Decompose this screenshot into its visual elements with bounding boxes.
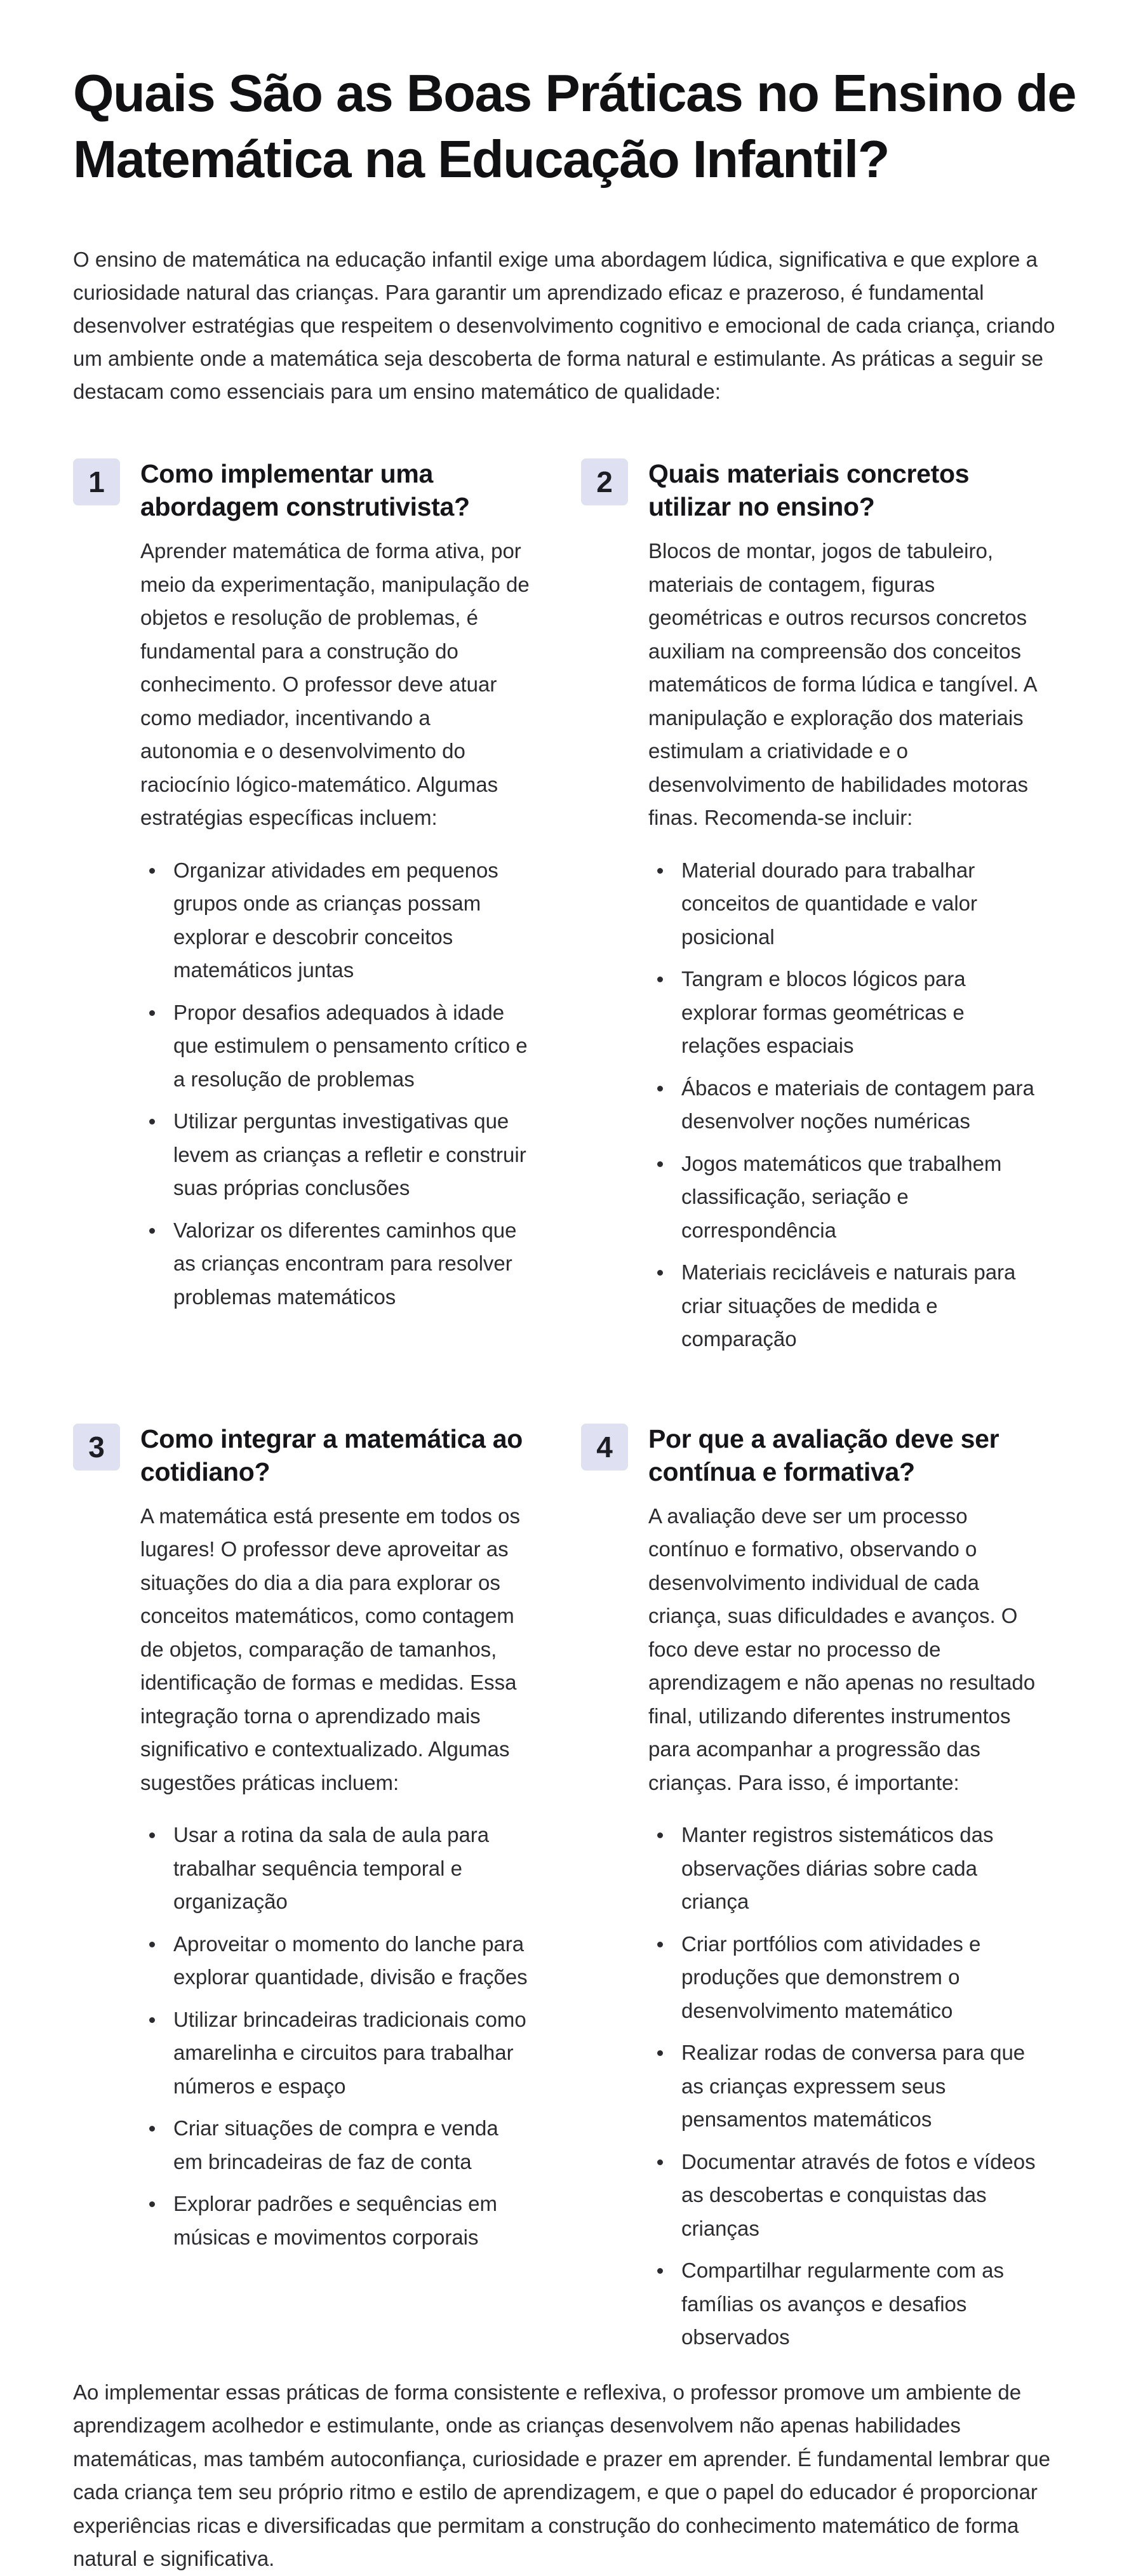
section-list (648, 1819, 1038, 2354)
list-item-text: Utilizar brincadeiras tradicionais como amarelinha e circuitos para trabalhar números e espaço (173, 2007, 526, 2098)
list-item (173, 1928, 530, 1994)
section-paragraph: A avaliação deve ser um processo contínuo e formativo, observando o desenvolvimento individual de cada criança, suas dificuldades e avanços. O foco deve estar no processo de aprendizagem e não apenas no resultado final, utilizando diferentes instrumentos para acompanhar a progressão das crianças. Para isso, é importante: (648, 1504, 1036, 1794)
practice-card-4 (581, 1422, 1038, 2363)
practice-card-body (648, 457, 1038, 1365)
list-item (173, 854, 530, 987)
list-item-text: Compartilhar regularmente com as famílias os avanços e desafios observados (681, 2259, 1005, 2349)
bullet-icon (149, 1942, 155, 1947)
intro-paragraph: O ensino de matemática na educação infantil exige uma abordagem lúdica, significativa e que explore a curiosidade natural das crianças. Para garantir um aprendizado eficaz e prazeroso, é fundamental desenvolver estratégias que respeitem o desenvolvimento cognitivo e emocional de cada criança, criando um ambiente onde a matemática seja descoberta de forma natural e estimulante. As práticas a seguir se destacam como essenciais para um ensino matemático de qualidade: (73, 248, 1055, 403)
list-item (681, 2254, 1038, 2354)
list-item (173, 2187, 530, 2254)
list-item-text: Utilizar perguntas investigativas que levem as crianças a refletir e construir suas próprias conclusões (173, 1109, 526, 1199)
bullet-icon (149, 868, 155, 874)
section-paragraph: Aprender matemática de forma ativa, por meio da experimentação, manipulação de objetos e resolução de problemas, é fundamental para a construção do conhecimento. O professor deve atuar como mediador, incentivando a autonomia e o desenvolvimento do raciocínio lógico-matemático. Algumas estratégias específicas incluem: (140, 539, 530, 829)
section-heading: Quais materiais concretos utilizar no ensino? (648, 459, 970, 521)
section-number-badge: 4 (581, 1424, 628, 1471)
list-item-text: Organizar atividades em pequenos grupos onde as crianças possam explorar e descobrir conceitos matemáticos juntas (173, 858, 498, 982)
practice-card-body (648, 1422, 1038, 2363)
list-item-text: Criar situações de compra e venda em brincadeiras de faz de conta (173, 2116, 498, 2173)
practice-card-3 (73, 1422, 530, 2363)
list-item (173, 1214, 530, 1314)
section-paragraph: Blocos de montar, jogos de tabuleiro, materiais de contagem, figuras geométricas e outros recursos concretos auxiliam na compreensão dos conceitos matemáticos de forma lúdica e tangível. A manipulação e exploração dos materiais estimulam a criatividade e o desenvolvimento de habilidades motoras finas. Recomenda-se incluir: (648, 539, 1036, 829)
section-number-badge: 2 (581, 458, 628, 505)
list-item-text: Ábacos e materiais de contagem para desenvolver noções numéricas (681, 1076, 1034, 1133)
bullet-icon (149, 2126, 155, 2132)
list-item-text: Jogos matemáticos que trabalhem classificação, seriação e correspondência (681, 1151, 1002, 1242)
section-heading: Por que a avaliação deve ser contínua e formativa? (648, 1424, 999, 1486)
list-item (681, 2146, 1038, 2246)
list-item-text: Realizar rodas de conversa para que as crianças expressem seus pensamentos matemáticos (681, 2041, 1026, 2131)
bullet-icon (149, 1228, 155, 1234)
list-item (173, 2003, 530, 2104)
section-number-badge: 3 (73, 1424, 120, 1471)
list-item (681, 963, 1038, 1063)
list-item-text: Materiais recicláveis e naturais para criar situações de medida e comparação (681, 1260, 1016, 1351)
list-item-text: Criar portfólios com atividades e produções que demonstrem o desenvolvimento matemático (681, 1932, 981, 2022)
section-list (648, 854, 1038, 1356)
bullet-icon (149, 1119, 155, 1124)
list-item-text: Manter registros sistemáticos das observações diárias sobre cada criança (681, 1823, 994, 1913)
list-item-text: Valorizar os diferentes caminhos que as crianças encontram para resolver problemas matemáticos (173, 1218, 517, 1309)
list-item-text: Usar a rotina da sala de aula para trabalhar sequência temporal e organização (173, 1823, 490, 1913)
list-item (173, 1105, 530, 1205)
section-list (140, 1819, 530, 2254)
bullet-icon (149, 2201, 155, 2207)
bullet-icon (657, 1832, 663, 1838)
list-item (681, 2036, 1038, 2137)
bullet-icon (657, 2159, 663, 2165)
list-item (681, 1928, 1038, 2028)
conclusion-paragraph: Ao implementar essas práticas de forma consistente e reflexiva, o professor promove um ambiente de aprendizagem acolhedor e estimulante, onde as crianças desenvolvem não apenas habilidades matemáticas, mas também autoconfiança, curiosidade e prazer em aprender. É fundamental lembrar que cada criança tem seu próprio ritmo e estilo de aprendizagem, e que o papel do educador é proporcionar experiências ricas e diversificadas que permitam a construção do conhecimento matemático de forma natural e significativa. (73, 2380, 1050, 2570)
bullet-icon (149, 1010, 155, 1016)
bullet-icon (149, 1832, 155, 1838)
page-title: Quais São as Boas Práticas no Ensino de Matemática na Educação Infantil? (73, 63, 1076, 189)
bullet-icon (657, 1086, 663, 1091)
list-item (681, 1147, 1038, 1248)
list-item (681, 1819, 1038, 1919)
section-number-badge: 1 (73, 458, 120, 505)
section-list (140, 854, 530, 1314)
bullet-icon (657, 1270, 663, 1276)
list-item-text: Material dourado para trabalhar conceitos de quantidade e valor posicional (681, 858, 977, 949)
list-item-text: Aproveitar o momento do lanche para explorar quantidade, divisão e frações (173, 1932, 528, 1989)
list-item-text: Documentar através de fotos e vídeos as descobertas e conquistas das crianças (681, 2149, 1036, 2240)
list-item (173, 2112, 530, 2179)
bullet-icon (149, 2017, 155, 2023)
bullet-icon (657, 977, 663, 982)
bullet-icon (657, 1942, 663, 1947)
practice-card-2 (581, 457, 1038, 1365)
practice-card-body (140, 457, 530, 1323)
bullet-icon (657, 868, 663, 874)
practice-card-body (140, 1422, 530, 2264)
section-heading: Como implementar uma abordagem construtivista? (140, 459, 470, 521)
bullet-icon (657, 1161, 663, 1167)
list-item (173, 996, 530, 1097)
list-item (681, 854, 1038, 954)
practices-grid (73, 457, 1070, 2363)
list-item-text: Propor desafios adequados à idade que estimulem o pensamento crítico e a resolução de problemas (173, 1000, 528, 1091)
bullet-icon (657, 2268, 663, 2274)
list-item-text: Tangram e blocos lógicos para explorar formas geométricas e relações espaciais (681, 967, 966, 1057)
list-item (681, 1256, 1038, 1356)
list-item-text: Explorar padrões e sequências em músicas e movimentos corporais (173, 2192, 497, 2249)
practice-card-1 (73, 457, 530, 1365)
bullet-icon (657, 2050, 663, 2056)
list-item (681, 1072, 1038, 1138)
section-paragraph: A matemática está presente em todos os lugares! O professor deve aproveitar as situações do dia a dia para explorar os conceitos matemáticos, como contagem de objetos, comparação de tamanhos, identificação de formas e medidas. Essa integração torna o aprendizado mais significativo e contextualizado. Algumas sugestões práticas incluem: (140, 1504, 520, 1794)
list-item (173, 1819, 530, 1919)
section-heading: Como integrar a matemática ao cotidiano? (140, 1424, 523, 1486)
